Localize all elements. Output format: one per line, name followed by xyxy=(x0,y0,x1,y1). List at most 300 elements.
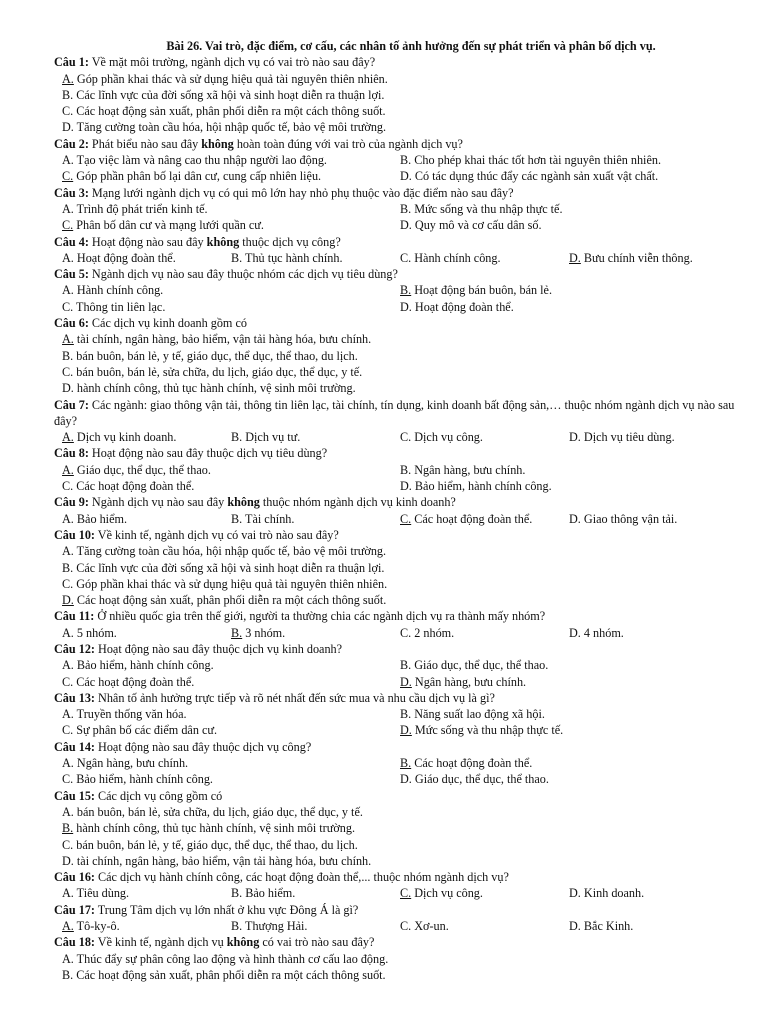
question-text: Mạng lưới ngành dịch vụ có qui mô lớn hay nhỏ phụ thuộc vào đặc điểm nào sau đây? xyxy=(88,185,514,200)
option-text: Bưu chính viễn thông. xyxy=(580,250,693,265)
question-stem xyxy=(54,739,738,755)
option-row xyxy=(54,706,738,722)
option-text: Các hoạt động đoàn thể. xyxy=(411,756,533,771)
question-text: Trung Tâm dịch vụ lớn nhất ở khu vực Đông Á là gì? xyxy=(94,902,359,917)
question-stem xyxy=(54,234,738,250)
question-block xyxy=(54,641,738,690)
option-letter: B. xyxy=(400,658,412,673)
question-block xyxy=(54,234,738,267)
option-letter: C. xyxy=(400,886,412,901)
document-title: Bài 26. Vai trò, đặc điểm, cơ cấu, các nhân tố ảnh hưởng đến sự phát triển và phân bố dịch vụ. xyxy=(166,39,656,53)
option-row xyxy=(54,250,738,266)
option-letter: C. xyxy=(400,625,412,640)
question-stem xyxy=(54,934,738,950)
option-row xyxy=(54,168,738,184)
answer-option[interactable] xyxy=(569,511,738,527)
option-row xyxy=(54,103,738,119)
option-letter: C. xyxy=(62,576,74,591)
answer-option[interactable] xyxy=(62,967,738,983)
question-text: Ngành dịch vụ nào sau đây xyxy=(88,495,228,510)
question-text: Nhân tố ảnh hưởng trực tiếp và rõ nét nhất đến sức mua và nhu cầu dịch vụ là gì? xyxy=(94,690,495,705)
answer-option[interactable] xyxy=(569,250,738,266)
option-text: Ngân hàng, bưu chính. xyxy=(73,756,189,771)
answer-option[interactable] xyxy=(62,674,400,690)
question-number: Câu 6: xyxy=(54,316,89,331)
option-letter: D. xyxy=(62,381,74,396)
question-stem xyxy=(54,902,738,918)
option-letter: B. xyxy=(400,756,412,771)
question-text: thuộc dịch vụ công? xyxy=(239,234,341,249)
option-letter: C. xyxy=(62,299,74,314)
option-text: Phân bố dân cư và mạng lưới quần cư. xyxy=(73,218,264,233)
answer-option[interactable] xyxy=(62,885,231,901)
question-text: Các ngành: giao thông vận tải, thông tin liên lạc, tài chính, tín dụng, kinh doanh bất động sản,… thuộc nhóm ngành dịch vụ nào sau đây? xyxy=(54,397,735,428)
question-text: Hoạt động nào sau đây thuộc dịch vụ công? xyxy=(94,739,312,754)
option-letter: A. xyxy=(62,707,74,722)
question-text: Hoạt động nào sau đây thuộc dịch vụ tiêu dùng? xyxy=(88,446,328,461)
question-number: Câu 8: xyxy=(54,446,89,461)
option-letter: C. xyxy=(62,837,74,852)
answer-option[interactable] xyxy=(400,722,738,738)
option-letter: A. xyxy=(62,332,74,347)
option-row xyxy=(54,722,738,738)
answer-option[interactable] xyxy=(62,804,738,820)
option-letter: C. xyxy=(62,104,74,119)
answer-option[interactable] xyxy=(400,282,738,298)
option-text: 4 nhóm. xyxy=(580,625,624,640)
question-number: Câu 7: xyxy=(54,397,89,412)
question-block xyxy=(54,54,738,135)
answer-option[interactable] xyxy=(62,250,231,266)
question-text: Ngành dịch vụ nào sau đây thuộc nhóm các dịch vụ tiêu dùng? xyxy=(88,267,398,282)
option-row xyxy=(54,804,738,820)
answer-option[interactable] xyxy=(62,706,400,722)
question-block xyxy=(54,445,738,494)
option-row xyxy=(54,967,738,983)
question-number: Câu 3: xyxy=(54,185,89,200)
answer-option[interactable] xyxy=(62,348,738,364)
option-letter: C. xyxy=(400,250,412,265)
option-text: hành chính công, thủ tục hành chính, vệ sinh môi trường. xyxy=(73,821,355,836)
question-keyword: không xyxy=(201,136,234,151)
question-text: thuộc nhóm ngành dịch vụ kinh doanh? xyxy=(259,495,456,510)
question-list xyxy=(54,54,738,983)
answer-option[interactable] xyxy=(62,217,400,233)
question-stem xyxy=(54,494,738,510)
question-stem xyxy=(54,690,738,706)
option-letter: A. xyxy=(62,511,74,526)
option-letter: B. xyxy=(231,919,243,934)
option-row xyxy=(54,478,738,494)
answer-option[interactable] xyxy=(400,885,569,901)
question-block xyxy=(54,934,738,983)
option-text: Hành chính công. xyxy=(73,283,164,298)
option-text: Quy mô và cơ cấu dân số. xyxy=(411,218,542,233)
option-row xyxy=(54,331,738,347)
question-text: Các dịch vụ hành chính công, các hoạt động đoàn thể,... thuộc nhóm ngành dịch vụ? xyxy=(94,870,509,885)
option-row xyxy=(54,152,738,168)
option-text: 5 nhóm. xyxy=(73,625,117,640)
option-row xyxy=(54,885,738,901)
answer-option[interactable] xyxy=(400,168,738,184)
question-block xyxy=(54,739,738,788)
answer-option[interactable] xyxy=(62,837,738,853)
option-row xyxy=(54,837,738,853)
option-text: 2 nhóm. xyxy=(411,625,455,640)
question-stem xyxy=(54,136,738,152)
option-letter: A. xyxy=(62,804,74,819)
option-text: Xơ-un. xyxy=(411,919,449,934)
answer-option[interactable] xyxy=(569,918,738,934)
option-text: tài chính, ngân hàng, bảo hiểm, vận tải hàng hóa, bưu chính. xyxy=(73,853,372,868)
option-letter: A. xyxy=(62,919,74,934)
option-text: Dịch vụ tư. xyxy=(242,430,301,445)
answer-option[interactable] xyxy=(62,478,400,494)
question-block xyxy=(54,608,738,641)
question-stem xyxy=(54,788,738,804)
question-stem xyxy=(54,869,738,885)
question-stem xyxy=(54,527,738,543)
question-block xyxy=(54,690,738,739)
question-number: Câu 18: xyxy=(54,935,95,950)
option-letter: A. xyxy=(62,71,74,86)
option-row xyxy=(54,853,738,869)
option-letter: B. xyxy=(231,625,243,640)
option-letter: B. xyxy=(62,560,74,575)
answer-option[interactable] xyxy=(62,71,738,87)
option-letter: A. xyxy=(62,153,74,168)
question-block xyxy=(54,902,738,935)
option-row xyxy=(54,511,738,527)
option-text: Bảo hiểm, hành chính công. xyxy=(411,479,552,494)
option-text: Hoạt động đoàn thể. xyxy=(73,250,176,265)
answer-option[interactable] xyxy=(62,331,738,347)
option-row xyxy=(54,282,738,298)
answer-option[interactable] xyxy=(62,511,231,527)
option-text: 3 nhóm. xyxy=(242,625,286,640)
option-text: Hoạt động đoàn thể. xyxy=(411,299,514,314)
answer-option[interactable] xyxy=(400,918,569,934)
option-letter: A. xyxy=(62,430,74,445)
option-text: Giáo dục, thể dục, thể thao. xyxy=(411,772,549,787)
option-letter: D. xyxy=(569,919,581,934)
option-text: Bảo hiểm. xyxy=(73,511,128,526)
option-row xyxy=(54,299,738,315)
option-text: Hành chính công. xyxy=(411,250,501,265)
option-text: Tài chính. xyxy=(242,511,295,526)
option-text: Tiêu dùng. xyxy=(73,886,130,901)
option-letter: B. xyxy=(62,87,74,102)
question-text: Ở nhiều quốc gia trên thế giới, người ta thường chia các ngành dịch vụ ra thành mấy nhóm? xyxy=(94,609,546,624)
option-row xyxy=(54,820,738,836)
option-text: Thượng Hải. xyxy=(242,919,308,934)
question-text: Hoạt động nào sau đây xyxy=(88,234,207,249)
option-row xyxy=(54,657,738,673)
question-stem xyxy=(54,266,738,282)
answer-option[interactable] xyxy=(62,560,738,576)
answer-option[interactable] xyxy=(62,103,738,119)
question-keyword: không xyxy=(206,234,240,249)
option-text: Các hoạt động sản xuất, phân phối diễn ra một cách thông suốt. xyxy=(73,967,386,982)
option-text: Truyền thống văn hóa. xyxy=(73,707,187,722)
answer-option[interactable] xyxy=(569,429,738,445)
option-row xyxy=(54,462,738,478)
option-row xyxy=(54,543,738,559)
question-keyword: không xyxy=(227,495,260,510)
answer-option[interactable] xyxy=(62,119,738,135)
answer-option[interactable] xyxy=(231,429,400,445)
question-block xyxy=(54,869,738,902)
answer-option[interactable] xyxy=(231,250,400,266)
answer-option[interactable] xyxy=(400,755,738,771)
option-text: Các hoạt động sản xuất, phân phối diễn ra một cách thông suốt. xyxy=(73,104,386,119)
answer-option[interactable] xyxy=(62,657,400,673)
option-letter: A. xyxy=(62,283,74,298)
option-text: Cho phép khai thác tốt hơn tài nguyên thiên nhiên. xyxy=(411,153,661,168)
option-letter: A. xyxy=(62,201,74,216)
option-letter: A. xyxy=(62,544,74,559)
question-number: Câu 9: xyxy=(54,495,89,510)
answer-option[interactable] xyxy=(400,771,738,787)
question-block xyxy=(54,266,738,315)
question-block xyxy=(54,315,738,396)
option-text: Góp phần khai thác và sử dụng hiệu quả tài nguyên thiên nhiên. xyxy=(73,71,388,86)
question-number: Câu 2: xyxy=(54,136,89,151)
option-letter: D. xyxy=(62,593,74,608)
option-letter: A. xyxy=(62,658,74,673)
option-row xyxy=(54,201,738,217)
question-block xyxy=(54,185,738,234)
answer-option[interactable] xyxy=(231,918,400,934)
option-letter: C. xyxy=(62,479,74,494)
option-letter: B. xyxy=(62,348,74,363)
option-letter: D. xyxy=(400,723,412,738)
option-text: tài chính, ngân hàng, bảo hiểm, vận tải hàng hóa, bưu chính. xyxy=(73,332,372,347)
answer-option[interactable] xyxy=(400,250,569,266)
answer-option[interactable] xyxy=(62,576,738,592)
option-text: Kinh doanh. xyxy=(580,886,645,901)
option-row xyxy=(54,951,738,967)
answer-option[interactable] xyxy=(400,429,569,445)
question-text: Các dịch vụ công gồm có xyxy=(94,788,223,803)
option-letter: A. xyxy=(62,625,74,640)
option-text: Sự phân bố các điểm dân cư. xyxy=(73,723,218,738)
option-text: bán buôn, bán lẻ, y tế, giáo dục, thể dục, thể thao, du lịch. xyxy=(73,348,358,363)
option-text: Dịch vụ kinh doanh. xyxy=(73,430,177,445)
question-block xyxy=(54,397,738,446)
option-letter: B. xyxy=(231,250,243,265)
question-number: Câu 5: xyxy=(54,267,89,282)
answer-option[interactable] xyxy=(400,478,738,494)
option-row xyxy=(54,918,738,934)
option-text: Mức sống và thu nhập thực tế. xyxy=(411,723,564,738)
answer-option[interactable] xyxy=(62,168,400,184)
option-letter: D. xyxy=(400,299,412,314)
option-text: Các hoạt động đoàn thể. xyxy=(73,674,195,689)
question-number: Câu 15: xyxy=(54,788,95,803)
answer-option[interactable] xyxy=(62,543,738,559)
answer-option[interactable] xyxy=(400,152,738,168)
answer-option[interactable] xyxy=(62,918,231,934)
option-letter: D. xyxy=(400,674,412,689)
question-stem xyxy=(54,315,738,331)
option-letter: C. xyxy=(62,674,74,689)
option-text: Các hoạt động đoàn thể. xyxy=(73,479,195,494)
answer-option[interactable] xyxy=(400,299,738,315)
option-row xyxy=(54,87,738,103)
option-row xyxy=(54,348,738,364)
option-text: Năng suất lao động xã hội. xyxy=(411,707,545,722)
option-letter: C. xyxy=(62,169,74,184)
answer-option[interactable] xyxy=(62,429,231,445)
option-text: Giáo dục, thể dục, thể thao. xyxy=(411,658,549,673)
answer-option[interactable] xyxy=(62,820,738,836)
answer-option[interactable] xyxy=(62,282,400,298)
answer-option[interactable] xyxy=(62,755,400,771)
option-letter: D. xyxy=(569,886,581,901)
option-letter: C. xyxy=(62,218,74,233)
option-letter: C. xyxy=(62,723,74,738)
option-letter: D. xyxy=(400,479,412,494)
option-letter: C. xyxy=(400,919,412,934)
option-row xyxy=(54,364,738,380)
option-text: Trình độ phát triển kinh tế. xyxy=(73,201,208,216)
answer-option[interactable] xyxy=(62,951,738,967)
option-text: Tạo việc làm và nâng cao thu nhập người lao động. xyxy=(73,153,327,168)
answer-option[interactable] xyxy=(62,152,400,168)
option-text: Bắc Kinh. xyxy=(580,919,634,934)
option-text: Mức sống và thu nhập thực tế. xyxy=(411,201,563,216)
answer-option[interactable] xyxy=(231,885,400,901)
option-row xyxy=(54,592,738,608)
answer-option[interactable] xyxy=(62,87,738,103)
option-text: Tăng cường toàn cầu hóa, hội nhập quốc tế, bảo vệ môi trường. xyxy=(73,120,387,135)
question-text: Phát biểu nào sau đây xyxy=(88,136,202,151)
option-letter: A. xyxy=(62,462,74,477)
option-letter: D. xyxy=(400,169,412,184)
option-letter: D. xyxy=(569,430,581,445)
option-letter: D. xyxy=(569,250,581,265)
question-text: Về mặt môi trường, ngành dịch vụ có vai trò nào sau đây? xyxy=(88,55,376,70)
answer-option[interactable] xyxy=(62,462,400,478)
answer-option[interactable] xyxy=(400,657,738,673)
answer-option[interactable] xyxy=(62,853,738,869)
answer-option[interactable] xyxy=(400,625,569,641)
option-letter: B. xyxy=(400,201,412,216)
question-stem xyxy=(54,397,738,430)
option-text: Dịch vụ tiêu dùng. xyxy=(580,430,675,445)
answer-option[interactable] xyxy=(400,706,738,722)
option-row xyxy=(54,217,738,233)
option-letter: D. xyxy=(569,625,581,640)
option-row xyxy=(54,625,738,641)
option-text: Giao thông vận tải. xyxy=(580,511,678,526)
question-stem xyxy=(54,185,738,201)
answer-option[interactable] xyxy=(569,625,738,641)
answer-option[interactable] xyxy=(62,201,400,217)
answer-option[interactable] xyxy=(62,625,231,641)
option-letter: C. xyxy=(62,772,74,787)
question-text: hoàn toàn đúng với vai trò của ngành dịch vụ? xyxy=(233,136,463,151)
option-text: Các lĩnh vực của đời sống xã hội và sinh hoạt diễn ra thuận lợi. xyxy=(73,560,385,575)
answer-option[interactable] xyxy=(400,217,738,233)
option-row xyxy=(54,119,738,135)
option-row xyxy=(54,755,738,771)
question-text: có vai trò nào sau đây? xyxy=(259,935,375,950)
answer-option[interactable] xyxy=(400,674,738,690)
option-text: Ngân hàng, bưu chính. xyxy=(411,674,527,689)
option-text: Tô-ky-ô. xyxy=(73,919,120,934)
question-text: Về kinh tế, ngành dịch vụ xyxy=(94,935,227,950)
answer-option[interactable] xyxy=(62,592,738,608)
option-text: Các lĩnh vực của đời sống xã hội và sinh hoạt diễn ra thuận lợi. xyxy=(73,87,385,102)
option-text: Bảo hiểm, hành chính công. xyxy=(73,772,213,787)
option-letter: C. xyxy=(62,364,74,379)
answer-option[interactable] xyxy=(62,771,400,787)
question-text: Hoạt động nào sau đây thuộc dịch vụ kinh doanh? xyxy=(94,641,343,656)
answer-option[interactable] xyxy=(62,722,400,738)
answer-option[interactable] xyxy=(62,299,400,315)
option-letter: C. xyxy=(400,430,412,445)
option-row xyxy=(54,71,738,87)
option-text: Bảo hiểm. xyxy=(242,886,296,901)
option-row xyxy=(54,576,738,592)
question-number: Câu 14: xyxy=(54,739,95,754)
question-stem xyxy=(54,608,738,624)
option-text: Góp phần phân bố lại dân cư, cung cấp nhiên liệu. xyxy=(73,169,322,184)
option-text: Ngân hàng, bưu chính. xyxy=(411,462,526,477)
answer-option[interactable] xyxy=(62,380,738,396)
option-text: Có tác dụng thúc đẩy các ngành sản xuất vật chất. xyxy=(411,169,659,184)
option-letter: B. xyxy=(62,967,74,982)
question-stem xyxy=(54,445,738,461)
option-letter: A. xyxy=(62,886,74,901)
question-number: Câu 12: xyxy=(54,641,95,656)
answer-option[interactable] xyxy=(400,462,738,478)
answer-option[interactable] xyxy=(400,201,738,217)
answer-option[interactable] xyxy=(400,511,569,527)
option-text: Dịch vụ công. xyxy=(411,886,483,901)
question-number: Câu 11: xyxy=(54,609,95,624)
question-number: Câu 4: xyxy=(54,234,89,249)
answer-option[interactable] xyxy=(231,511,400,527)
question-text: Các dịch vụ kinh doanh gồm có xyxy=(88,316,247,331)
option-letter: A. xyxy=(62,756,74,771)
option-text: bán buôn, bán lẻ, sửa chữa, du lịch, giáo dục, thể dục, y tế. xyxy=(73,364,363,379)
question-block xyxy=(54,788,738,869)
option-letter: B. xyxy=(400,153,412,168)
option-letter: C. xyxy=(400,511,412,526)
answer-option[interactable] xyxy=(231,625,400,641)
option-letter: A. xyxy=(62,250,74,265)
option-text: bán buôn, bán lẻ, y tế, giáo dục, thể dục, thể thao, du lịch. xyxy=(73,837,358,852)
answer-option[interactable] xyxy=(569,885,738,901)
option-row xyxy=(54,560,738,576)
question-block xyxy=(54,136,738,185)
option-text: bán buôn, bán lẻ, sửa chữa, du lịch, giáo dục, thể dục, y tế. xyxy=(73,804,363,819)
option-text: Các hoạt động sản xuất, phân phối diễn ra một cách thông suốt. xyxy=(73,593,387,608)
question-number: Câu 13: xyxy=(54,690,95,705)
option-text: Tăng cường toàn cầu hóa, hội nhập quốc tế, bảo vệ môi trường. xyxy=(73,544,387,559)
answer-option[interactable] xyxy=(62,364,738,380)
option-letter: B. xyxy=(400,283,412,298)
option-letter: B. xyxy=(231,511,243,526)
option-text: Hoạt động bán buôn, bán lẻ. xyxy=(411,283,552,298)
option-letter: D. xyxy=(569,511,581,526)
option-text: Dịch vụ công. xyxy=(411,430,483,445)
option-text: Thủ tục hành chính. xyxy=(242,250,343,265)
option-letter: B. xyxy=(231,430,243,445)
